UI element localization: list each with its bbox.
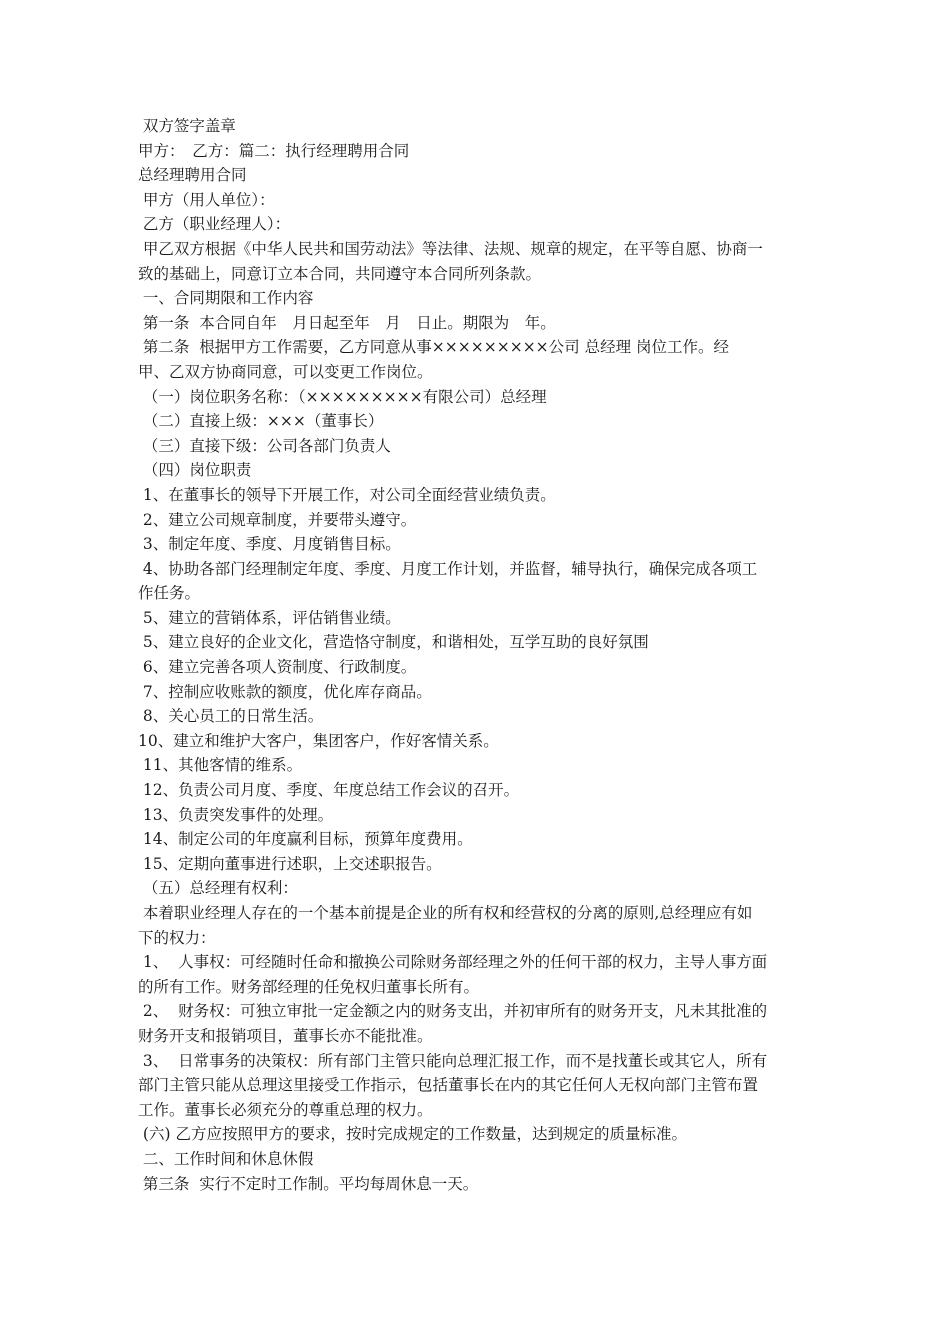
duty-item: 2、建立公司规章制度，并要带头遵守。 — [138, 510, 417, 529]
contract-title: 总经理聘用合同 — [138, 166, 247, 185]
duty-item: 3、制定年度、季度、月度销售目标。 — [138, 535, 401, 554]
preamble-line: 甲乙双方根据《中华人民共和国劳动法》等法律、法规、规章的规定，在平等自愿、协商一 — [138, 239, 763, 258]
clause-line: (六) 乙方应按照甲方的要求，按时完成规定的工作数量，达到规定的质量标准。 — [138, 1125, 687, 1144]
duty-item: 8、关心员工的日常生活。 — [138, 707, 324, 726]
rights-intro: 本着职业经理人存在的一个基本前提是企业的所有权和经营权的分离的原则,总经理应有如 — [138, 904, 753, 922]
right-item: 2、 财务权：可独立审批一定金额之内的财务支出，并初审所有的财务开支，凡未其批准的 — [138, 1002, 768, 1021]
duty-item: 15、定期向董事进行述职，上交述职报告。 — [138, 854, 442, 873]
section-heading: 二、工作时间和休息休假 — [138, 1149, 314, 1168]
duty-item: 1、在董事长的领导下开展工作，对公司全面经营业绩负责。 — [138, 485, 556, 504]
duty-item: 作任务。 — [138, 584, 201, 603]
party-b-line: 乙方（职业经理人）： — [138, 215, 291, 234]
duty-item: 4、协助各部门经理制定年度、季度、月度工作计划，并监督，辅导执行，确保完成各项工 — [138, 559, 758, 578]
duty-item: 12、负责公司月度、季度、年度总结工作会议的召开。 — [138, 781, 520, 800]
duty-item: 5、建立良好的企业文化，营造恪守制度，和谐相处，互学互助的良好氛围 — [138, 633, 649, 652]
party-a-line: 甲方（用人单位）： — [138, 190, 275, 209]
right-item: 部门主管只能从总理这里接受工作指示，包括董事长在内的其它任何人无权向部门主管布置 — [138, 1076, 759, 1095]
preamble-line: 致的基础上，同意订立本合同，共同遵守本合同所列条款。 — [138, 264, 542, 283]
duty-item: 14、制定公司的年度赢利目标，预算年度费用。 — [138, 830, 473, 849]
clause-line: （一）岗位职务名称：（×××××××××有限公司）总经理 — [138, 387, 547, 406]
clause-line: （五）总经理有权利： — [138, 879, 298, 898]
article-line: 第三条 实行不定时工作制。平均每周休息一天。 — [138, 1174, 479, 1193]
duty-item: 6、建立完善各项人资制度、行政制度。 — [138, 658, 417, 677]
duty-item: 11、其他客情的维系。 — [138, 756, 303, 775]
signature-heading: 双方签字盖章 — [138, 117, 236, 135]
duty-item: 13、负责突发事件的处理。 — [138, 805, 334, 824]
duty-item: 7、控制应收账款的额度，优化库存商品。 — [138, 682, 432, 701]
duty-item: 10、建立和维护大客户，集团客户，作好客情关系。 — [138, 731, 499, 750]
rights-intro: 下的权力： — [138, 928, 216, 947]
right-item: 工作。董事长必须充分的尊重总理的权力。 — [138, 1100, 433, 1119]
right-item: 财务开支和报销项目，董事长亦不能批准。 — [138, 1026, 433, 1045]
duty-item: 5、建立的营销体系，评估销售业绩。 — [138, 608, 401, 627]
right-item: 的所有工作。财务部经理的任免权归董事长所有。 — [138, 977, 480, 996]
article-line: 第一条 本合同自年 月日起至年 月 日止。期限为 年。 — [138, 313, 556, 332]
clause-line: （四）岗位职责 — [138, 461, 252, 480]
right-item: 3、 日常事务的决策权：所有部门主管只能向总理汇报工作，而不是找董长或其它人，所有 — [138, 1051, 768, 1070]
clause-line: （二）直接上级：×××（董事长） — [138, 412, 384, 431]
article-line: 甲、乙双方协商同意，可以变更工作岗位。 — [138, 362, 433, 381]
section-heading: 一、合同期限和工作内容 — [138, 289, 314, 308]
clause-line: （三）直接下级：公司各部门负责人 — [138, 436, 391, 455]
article-line: 第二条 根据甲方工作需要，乙方同意从事×××××××××公司 总经理 岗位工作。经 — [138, 338, 730, 357]
document-page — [138, 114, 818, 1196]
right-item: 1、 人事权：可经随时任命和撤换公司除财务部经理之外的任何干部的权力，主导人事方面 — [138, 953, 768, 972]
parties-signature-line: 甲方： 乙方：篇二：执行经理聘用合同 — [138, 141, 410, 160]
